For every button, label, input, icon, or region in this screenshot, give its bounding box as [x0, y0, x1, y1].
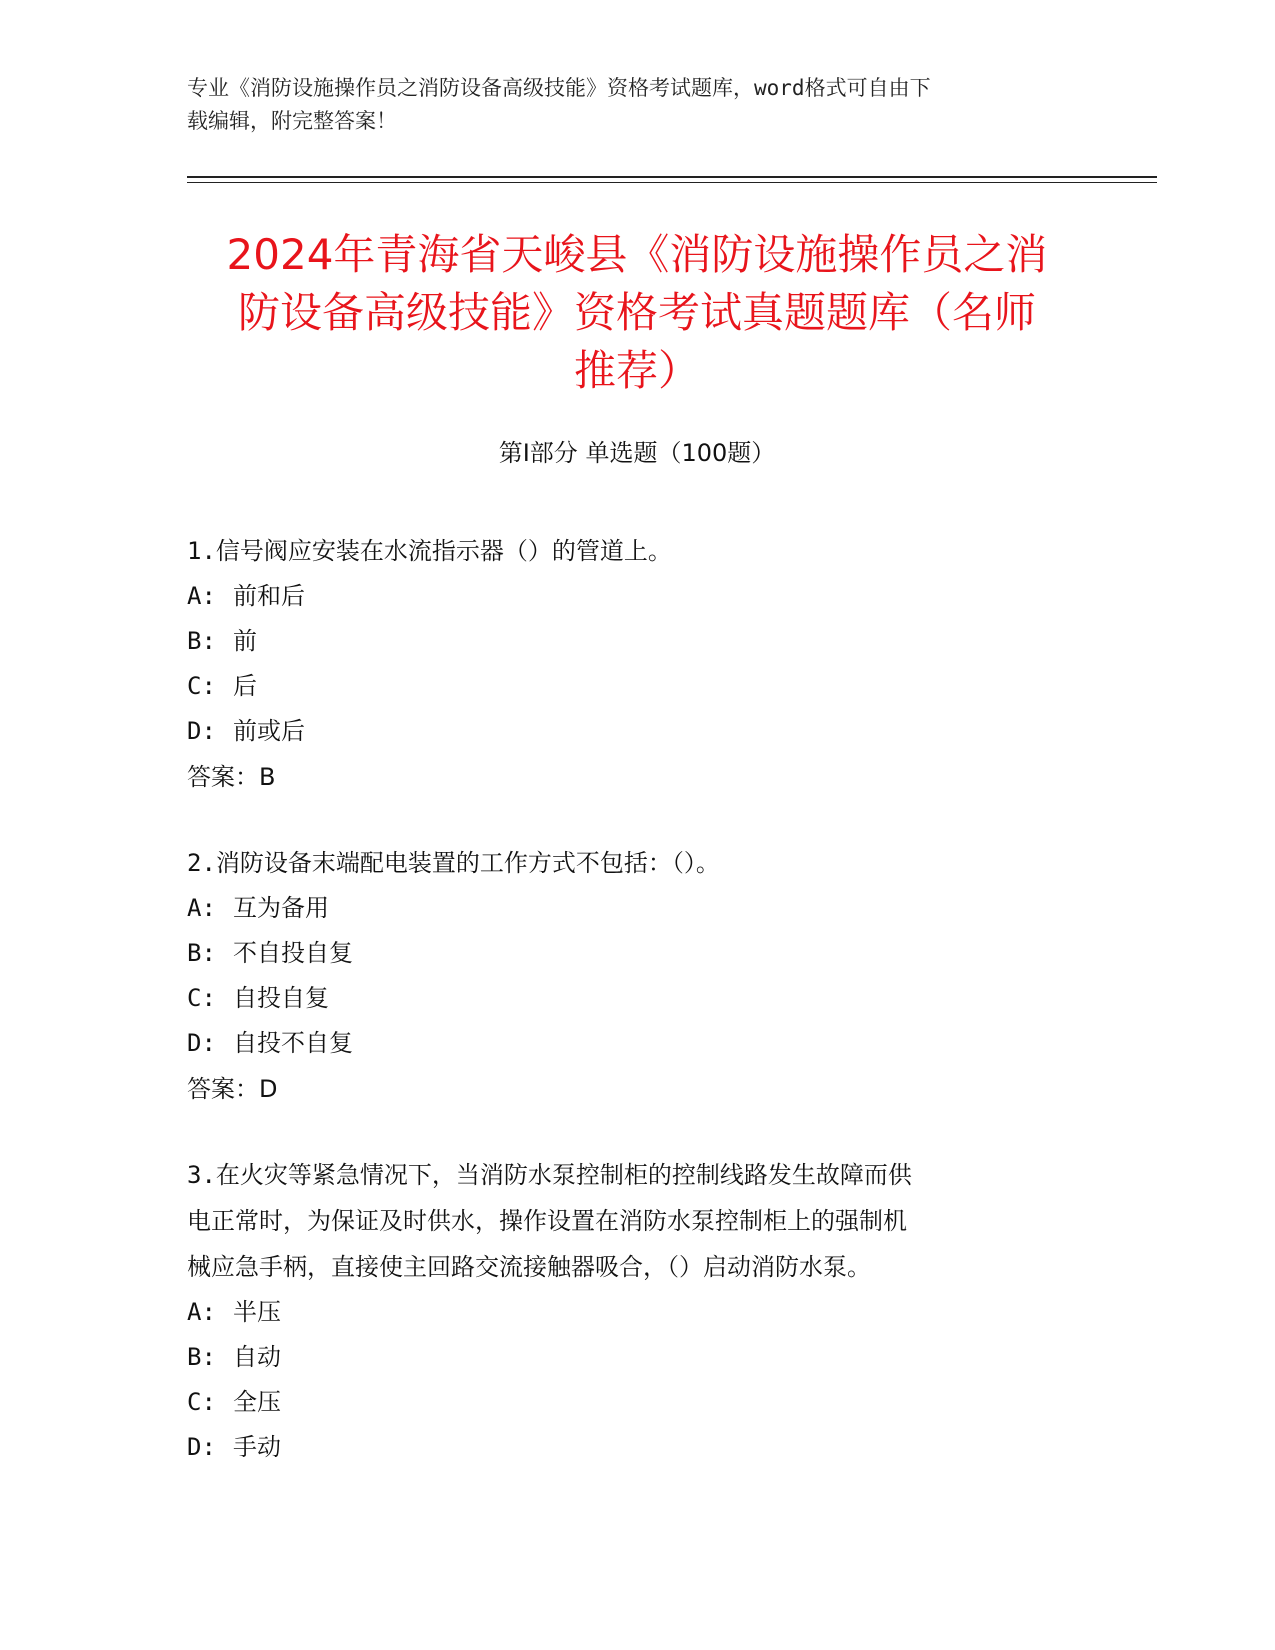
title-line-1: 2024年青海省天峻县《消防设施操作员之消 — [226, 230, 1048, 279]
option-letter: C: — [187, 672, 216, 700]
answer-line: 答案：B — [187, 763, 276, 791]
question-3 — [187, 1152, 1067, 1470]
option-letter: B: — [187, 939, 216, 967]
option-c — [187, 1380, 1067, 1425]
title-line-2: 防设备高级技能》资格考试真题题库（名师 — [237, 288, 1036, 337]
option-letter: D: — [187, 1433, 216, 1461]
option-text: 自动 — [233, 1343, 281, 1371]
option-letter: C: — [187, 984, 216, 1012]
option-letter: C: — [187, 1388, 216, 1416]
option-letter: B: — [187, 627, 216, 655]
option-text: 手动 — [233, 1433, 281, 1461]
option-a — [187, 574, 1067, 619]
section-heading: 第Ⅰ部分 单选题（100题） — [498, 439, 776, 467]
option-text: 全压 — [233, 1388, 281, 1416]
option-d — [187, 1021, 1067, 1066]
option-text: 不自投自复 — [233, 939, 353, 967]
option-text: 自投自复 — [233, 984, 329, 1012]
option-letter: D: — [187, 717, 216, 745]
option-c — [187, 976, 1067, 1021]
option-text: 自投不自复 — [233, 1029, 353, 1057]
question-stem-line-2: 电正常时，为保证及时供水，操作设置在消防水泵控制柜上的强制机 — [187, 1207, 907, 1235]
option-a — [187, 886, 1067, 931]
question-1 — [187, 528, 1067, 800]
option-d — [187, 1425, 1067, 1470]
option-letter: A: — [187, 1298, 216, 1326]
option-letter: D: — [187, 1029, 216, 1057]
header-note-line-2: 载编辑，附完整答案！ — [187, 109, 397, 133]
header-divider-thick — [187, 176, 1157, 178]
option-text: 前和后 — [233, 582, 305, 610]
header-note — [187, 72, 1087, 138]
question-2 — [187, 840, 1067, 1112]
option-letter: B: — [187, 1343, 216, 1371]
title-line-3: 推荐） — [573, 346, 700, 395]
question-stem-line-1: 3.在火灾等紧急情况下，当消防水泵控制柜的控制线路发生故障而供 — [187, 1161, 912, 1189]
option-d — [187, 709, 1067, 754]
option-letter: A: — [187, 582, 216, 610]
option-b — [187, 619, 1067, 664]
option-a — [187, 1290, 1067, 1335]
option-c — [187, 664, 1067, 709]
option-b — [187, 1335, 1067, 1380]
option-b — [187, 931, 1067, 976]
option-text: 前或后 — [233, 717, 305, 745]
question-stem: 2.消防设备末端配电装置的工作方式不包括：（）。 — [187, 849, 720, 877]
option-letter: A: — [187, 894, 216, 922]
document-title — [187, 226, 1087, 400]
header-divider-thin — [187, 182, 1157, 183]
answer-line: 答案：D — [187, 1075, 278, 1103]
header-note-line-1: 专业《消防设施操作员之消防设备高级技能》资格考试题库，word格式可自由下 — [187, 76, 931, 100]
option-text: 互为备用 — [233, 894, 329, 922]
question-stem: 1.信号阀应安装在水流指示器（）的管道上。 — [187, 537, 672, 565]
question-stem-line-3: 械应急手柄，直接使主回路交流接触器吸合，（）启动消防水泵。 — [187, 1253, 871, 1281]
question-list — [187, 528, 1067, 1510]
option-text: 后 — [233, 672, 257, 700]
option-text: 前 — [233, 627, 257, 655]
option-text: 半压 — [233, 1298, 281, 1326]
